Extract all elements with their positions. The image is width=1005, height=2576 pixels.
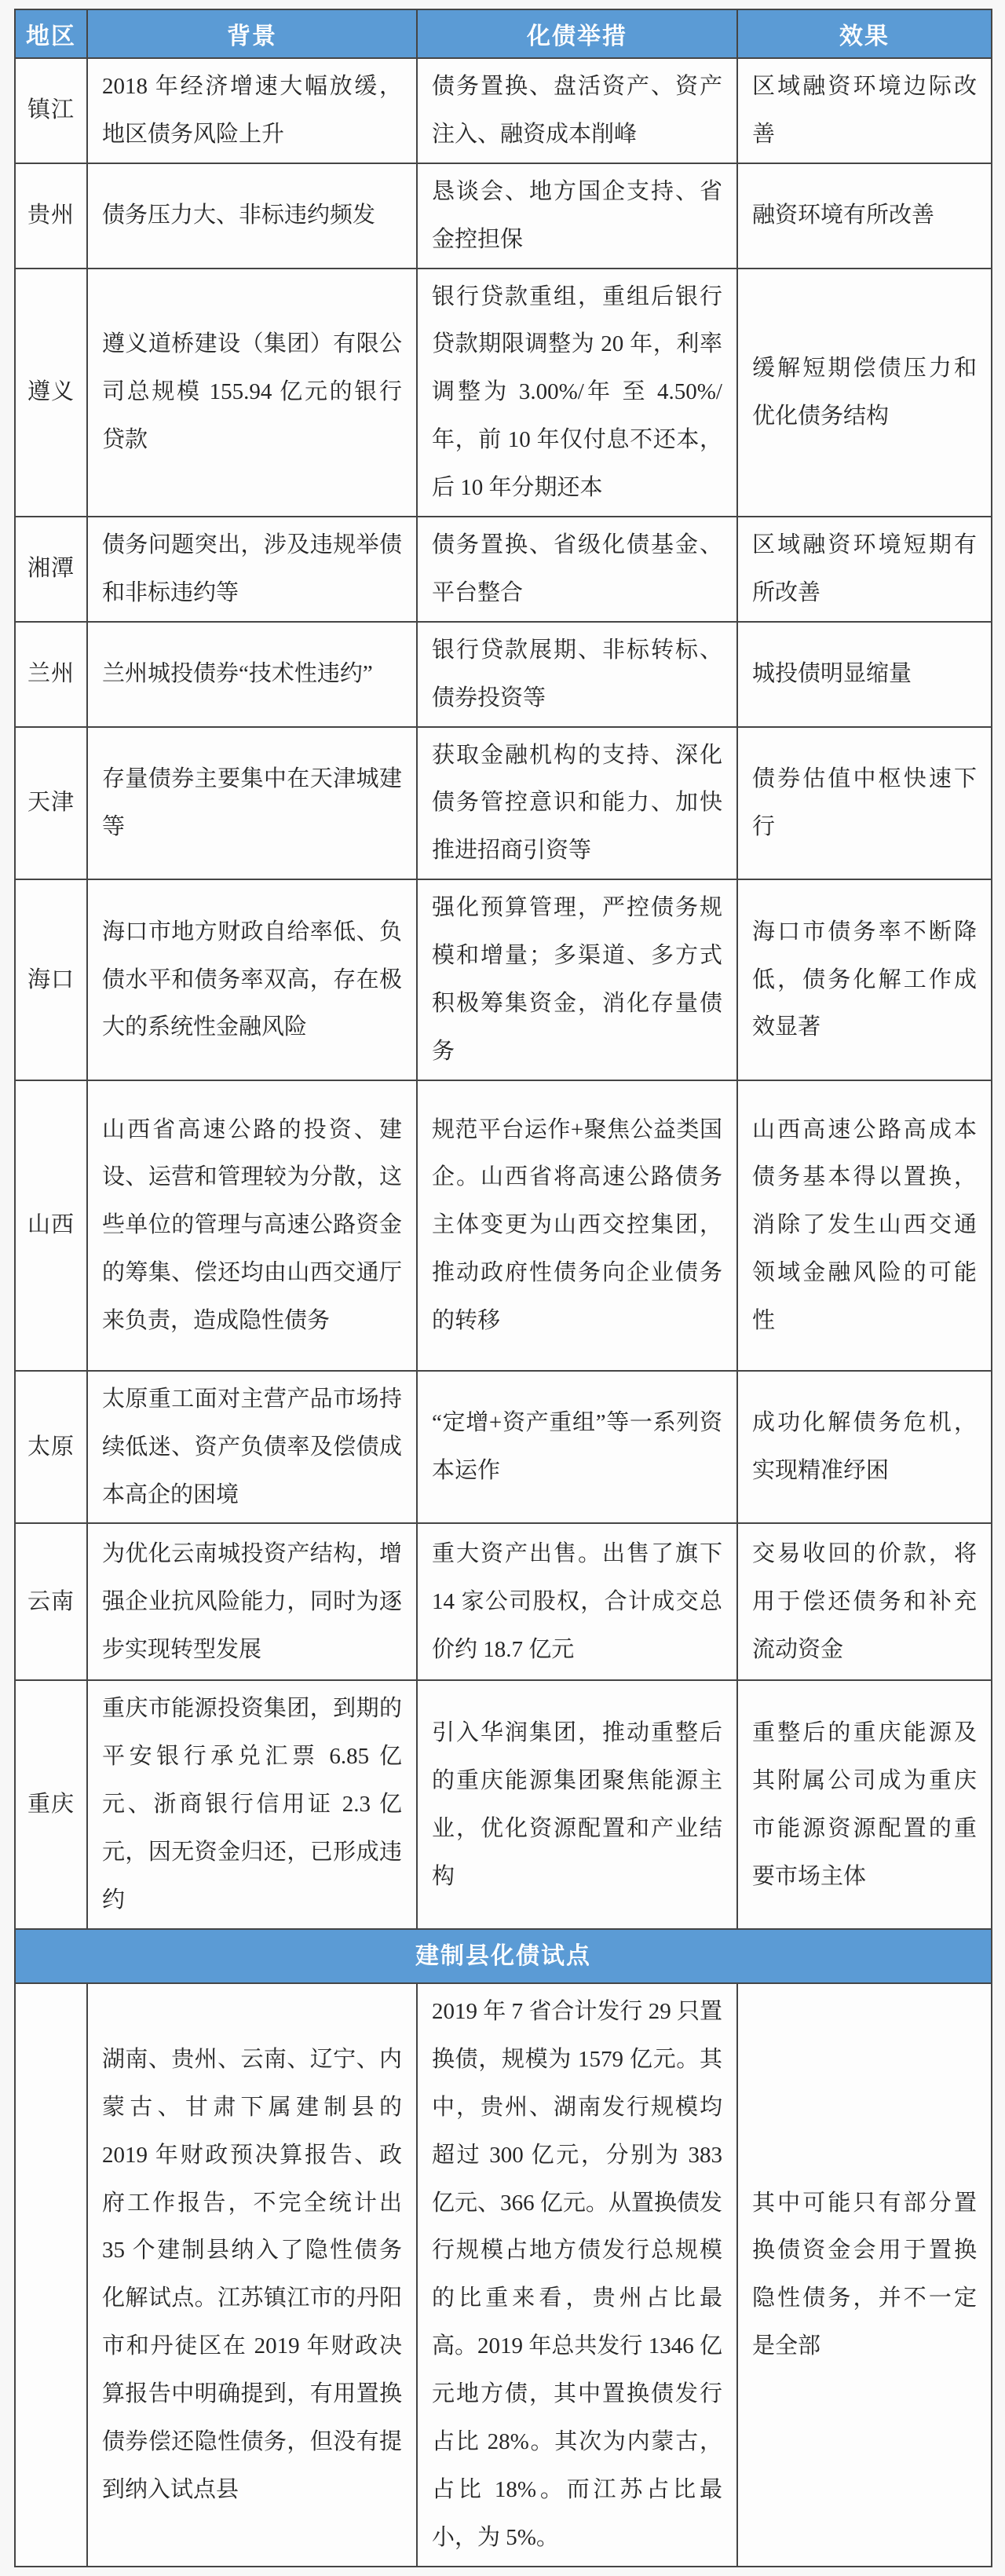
cell-region: 遵义 bbox=[15, 269, 87, 517]
cell-measures: 债务置换、省级化债基金、平台整合 bbox=[417, 517, 737, 622]
table-row bbox=[15, 163, 992, 269]
cell-background: 为优化云南城投资产结构，增强企业抗风险能力，同时为逐步实现转型发展 bbox=[87, 1523, 417, 1680]
table-row bbox=[15, 517, 992, 622]
column-header-region: 地区 bbox=[15, 9, 87, 58]
cell-effect: 山西高速公路高成本债务基本得以置换，消除了发生山西交通领域金融风险的可能性 bbox=[737, 1080, 992, 1371]
table-body bbox=[15, 58, 992, 2567]
cell-effect: 重整后的重庆能源及其附属公司成为重庆市能源资源配置的重要市场主体 bbox=[737, 1680, 992, 1928]
section-header: 建制县化债试点 bbox=[15, 1929, 992, 1983]
cell-effect: 海口市债务率不断降低，债务化解工作成效显著 bbox=[737, 879, 992, 1080]
cell-measures: 恳谈会、地方国企支持、省金控担保 bbox=[417, 163, 737, 269]
column-header-effect: 效果 bbox=[737, 9, 992, 58]
column-header-measures: 化债举措 bbox=[417, 9, 737, 58]
table-row bbox=[15, 1523, 992, 1680]
cell-effect: 成功化解债务危机，实现精准纾困 bbox=[737, 1371, 992, 1524]
header-row bbox=[15, 9, 992, 58]
column-header-background: 背景 bbox=[87, 9, 417, 58]
section-header-row bbox=[15, 1929, 992, 1983]
cell-background: 债务问题突出，涉及违规举债和非标违约等 bbox=[87, 517, 417, 622]
cell-region: 云南 bbox=[15, 1523, 87, 1680]
cell-region: 兰州 bbox=[15, 622, 87, 727]
cell-effect: 其中可能只有部分置换债资金会用于置换隐性债务，并不一定是全部 bbox=[737, 1983, 992, 2567]
cell-background: 存量债券主要集中在天津城建等 bbox=[87, 727, 417, 880]
cell-effect: 区域融资环境短期有所改善 bbox=[737, 517, 992, 622]
cell-measures: 规范平台运作+聚焦公益类国企。山西省将高速公路债务主体变更为山西交控集团，推动政府性债务向企业债务的转移 bbox=[417, 1080, 737, 1371]
table-row bbox=[15, 1983, 992, 2567]
cell-region: 贵州 bbox=[15, 163, 87, 269]
cell-region: 镇江 bbox=[15, 58, 87, 163]
table-row bbox=[15, 1080, 992, 1371]
cell-effect: 区域融资环境边际改善 bbox=[737, 58, 992, 163]
cell-background: 湖南、贵州、云南、辽宁、内蒙古、甘肃下属建制县的 2019 年财政预决算报告、政府工作报告，不完全统计出 35 个建制县纳入了隐性债务化解试点。江苏镇江市的丹阳市和丹徒区在 2019 年财政决算报告中明确提到，有用置换债券偿还隐性债务，但没有提到纳入试点县 bbox=[87, 1983, 417, 2567]
cell-region: 重庆 bbox=[15, 1680, 87, 1928]
cell-measures: 银行贷款重组，重组后银行贷款期限调整为 20 年，利率调整为 3.00%/年 至 4.50%/年，前 10 年仅付息不还本，后 10 年分期还本 bbox=[417, 269, 737, 517]
cell-measures: 2019 年 7 省合计发行 29 只置换债，规模为 1579 亿元。其中，贵州、湖南发行规模均超过 300 亿元，分别为 383 亿元、366 亿元。从置换债发行规模占地方债发行总规模的比重来看，贵州占比最高。2019 年总共发行 1346 亿元地方债，其中置换债发行占比 28%。其次为内蒙古，占比 18%。而江苏占比最小，为 5%。 bbox=[417, 1983, 737, 2567]
debt-resolution-table bbox=[14, 9, 992, 2567]
cell-region bbox=[15, 1983, 87, 2567]
cell-effect: 城投债明显缩量 bbox=[737, 622, 992, 727]
cell-background: 2018 年经济增速大幅放缓，地区债务风险上升 bbox=[87, 58, 417, 163]
cell-measures: 引入华润集团，推动重整后的重庆能源集团聚焦能源主业，优化资源配置和产业结构 bbox=[417, 1680, 737, 1928]
cell-effect: 债券估值中枢快速下行 bbox=[737, 727, 992, 880]
cell-effect: 缓解短期偿债压力和优化债务结构 bbox=[737, 269, 992, 517]
table-row bbox=[15, 727, 992, 880]
cell-effect: 交易收回的价款，将用于偿还债务和补充流动资金 bbox=[737, 1523, 992, 1680]
cell-region: 太原 bbox=[15, 1371, 87, 1524]
table-row bbox=[15, 1371, 992, 1524]
cell-measures: 重大资产出售。出售了旗下 14 家公司股权，合计成交总价约 18.7 亿元 bbox=[417, 1523, 737, 1680]
table-row bbox=[15, 269, 992, 517]
cell-background: 重庆市能源投资集团，到期的平安银行承兑汇票 6.85 亿元、浙商银行信用证 2.3 亿元，因无资金归还，已形成违约 bbox=[87, 1680, 417, 1928]
cell-background: 海口市地方财政自给率低、负债水平和债务率双高，存在极大的系统性金融风险 bbox=[87, 879, 417, 1080]
cell-measures: 债务置换、盘活资产、资产注入、融资成本削峰 bbox=[417, 58, 737, 163]
cell-background: 太原重工面对主营产品市场持续低迷、资产负债率及偿债成本高企的困境 bbox=[87, 1371, 417, 1524]
cell-measures: 获取金融机构的支持、深化债务管控意识和能力、加快推进招商引资等 bbox=[417, 727, 737, 880]
cell-background: 兰州城投债券“技术性违约” bbox=[87, 622, 417, 727]
table-row bbox=[15, 622, 992, 727]
cell-background: 遵义道桥建设（集团）有限公司总规模 155.94 亿元的银行贷款 bbox=[87, 269, 417, 517]
cell-background: 山西省高速公路的投资、建设、运营和管理较为分散，这些单位的管理与高速公路资金的筹集、偿还均由山西交通厅来负责，造成隐性债务 bbox=[87, 1080, 417, 1371]
cell-region: 海口 bbox=[15, 879, 87, 1080]
table-row bbox=[15, 1680, 992, 1928]
cell-region: 天津 bbox=[15, 727, 87, 880]
cell-measures: 强化预算管理，严控债务规模和增量；多渠道、多方式积极筹集资金，消化存量债务 bbox=[417, 879, 737, 1080]
cell-region: 山西 bbox=[15, 1080, 87, 1371]
cell-region: 湘潭 bbox=[15, 517, 87, 622]
cell-measures: 银行贷款展期、非标转标、债券投资等 bbox=[417, 622, 737, 727]
cell-measures: “定增+资产重组”等一系列资本运作 bbox=[417, 1371, 737, 1524]
cell-background: 债务压力大、非标违约频发 bbox=[87, 163, 417, 269]
table-row bbox=[15, 879, 992, 1080]
table-header bbox=[15, 9, 992, 58]
cell-effect: 融资环境有所改善 bbox=[737, 163, 992, 269]
table-row bbox=[15, 58, 992, 163]
